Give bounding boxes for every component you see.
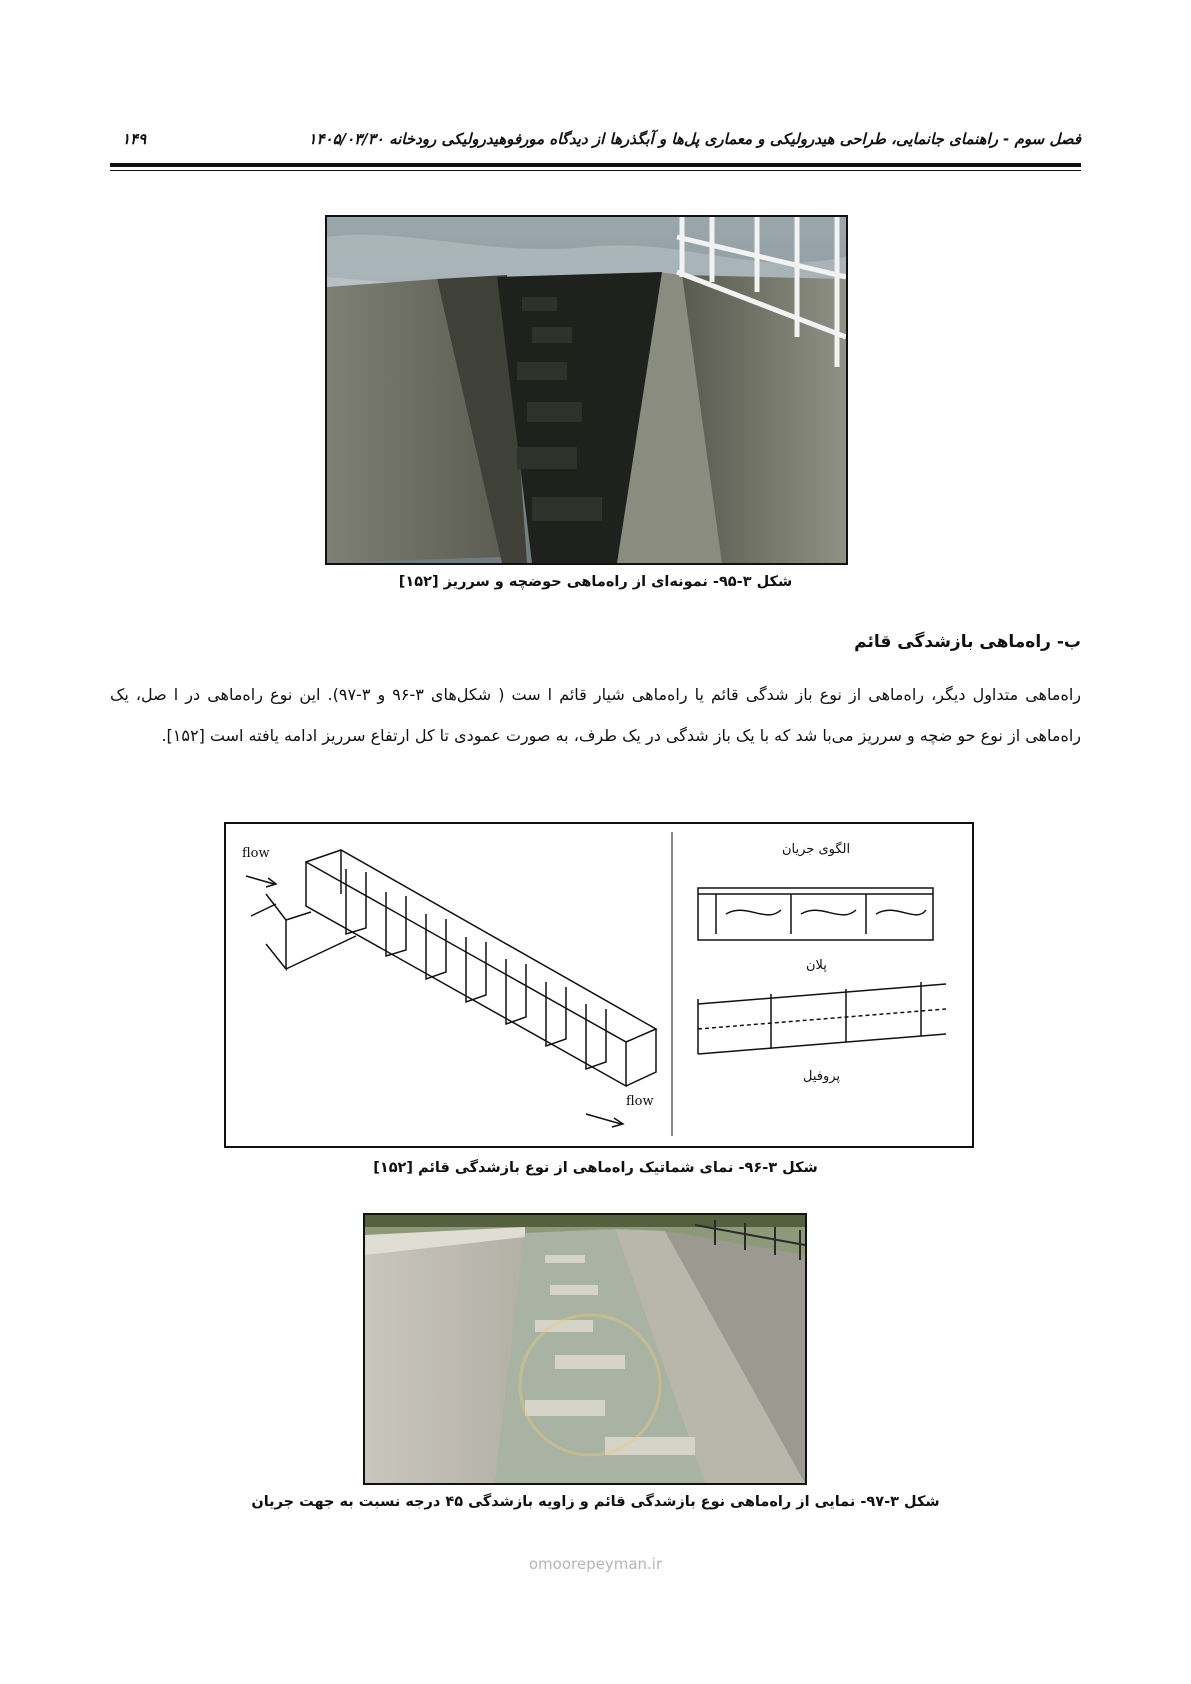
footer-watermark <box>0 1555 1191 1573</box>
vertical-slot-fishway-image <box>365 1215 805 1483</box>
fig97-caption: شکل ۳-۹۷- نمایی از راه‌ماهی نوع بازشدگی قائم و زاویه بازشدگی ۴۵ درجه نسبت به جهت جریان <box>251 1494 940 1510</box>
section-heading: ب- راه‌ماهی بازشدگی قائم <box>854 632 1081 652</box>
page-header <box>110 128 1081 158</box>
flow-pattern-label: الگوی جریان <box>782 842 851 857</box>
header-rule-thick <box>110 163 1081 167</box>
header-rule-thin <box>110 170 1081 171</box>
flow-in-label: flow <box>242 846 270 861</box>
fig95-caption: شکل ۳-۹۵- نمونه‌ای از راه‌ماهی حوضچه و سرریز [۱۵۲] <box>398 574 793 590</box>
fig95-photo <box>325 215 848 565</box>
fig96-schematic <box>224 822 974 1148</box>
fig96-caption: شکل ۳-۹۶- نمای شماتیک راه‌ماهی از نوع بازشدگی قائم [۱۵۲] <box>373 1160 818 1176</box>
fig97-photo <box>363 1213 807 1485</box>
plan-label: پلان <box>806 958 827 973</box>
watermark-text: omoorepeyman.ir <box>528 1555 663 1573</box>
running-title: فصل سوم - راهنمای جانمایی، طراحی هیدرولیکی و معماری پل‌ها و آبگذرها از دیدگاه مورفوهیدرولیکی رودخانه ۱۴۰۵/۰۳/۳۰ <box>308 130 1081 148</box>
fishway-pool-weir-image <box>327 217 846 563</box>
vertical-slot-schematic <box>226 824 972 1146</box>
flow-out-label: flow <box>626 1094 654 1109</box>
page-number: ۱۴۹ <box>122 130 147 148</box>
section-paragraph: راه‌ماهی متداول دیگر، راه‌ماهی از نوع باز شدگی قائم یا راه‌ماهی شیار قائم ا ست ( شکل‌های ۳-۹۶ و ۳-۹۷). این نوع راه‌ماهی در ا صل، یک راه‌ماهی از نوع حو ضچه و سرریز می‌با شد که با یک باز شدگی در یک طرف، به صورت عمودی تا کل ارتفاع سرریز ادامه یافته است [۱۵۲]. <box>110 685 1081 745</box>
profile-label: پروفیل <box>803 1069 841 1084</box>
